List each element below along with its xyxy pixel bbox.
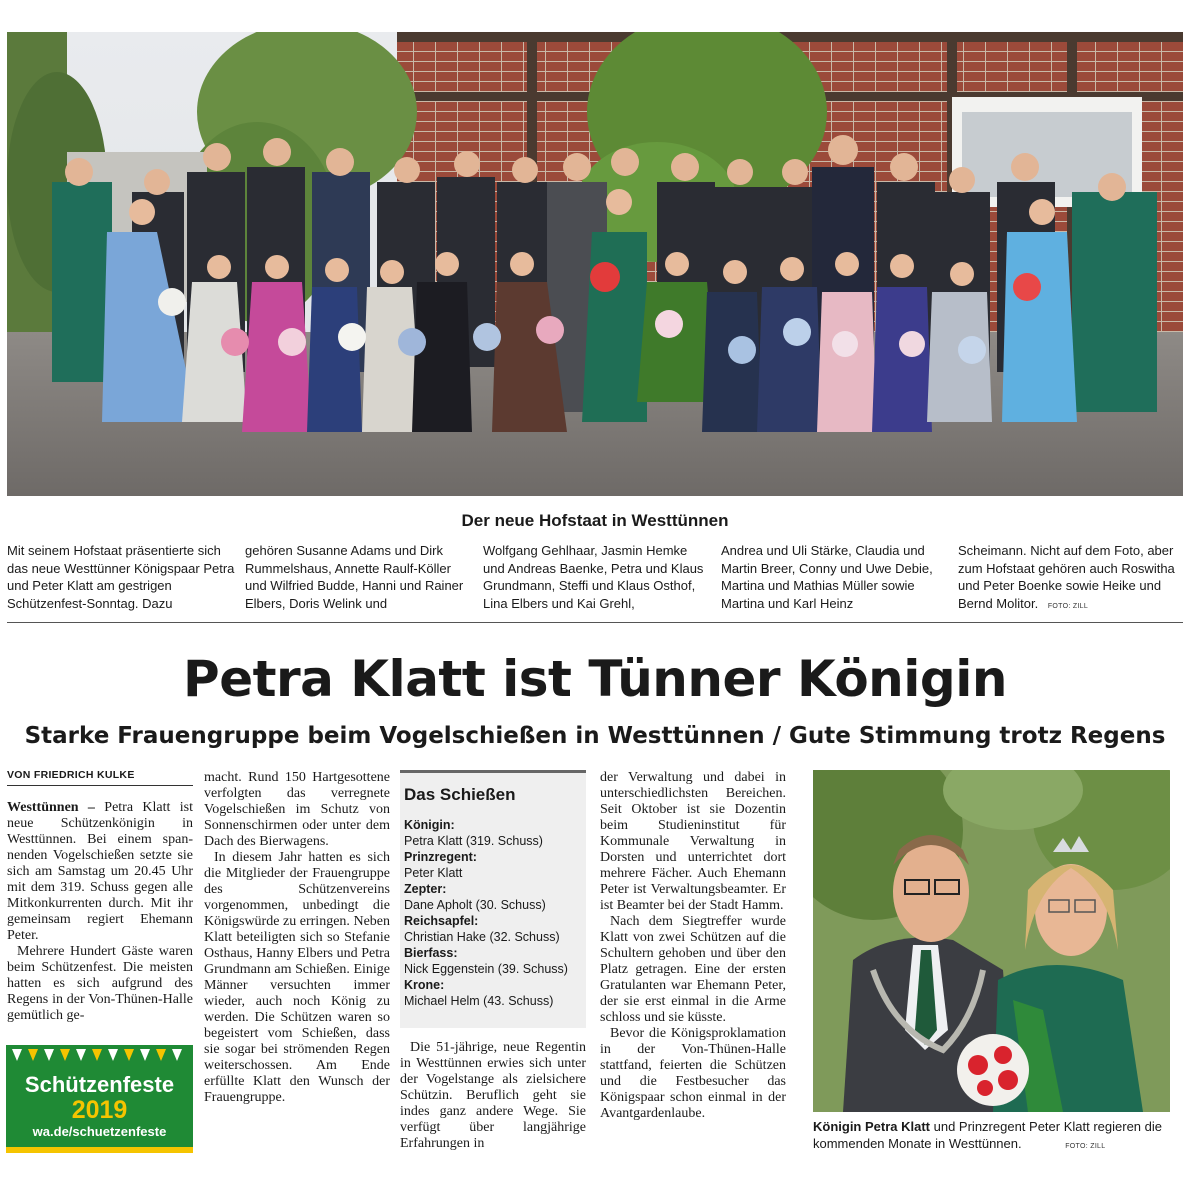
result-label: Prinzregent:	[404, 850, 477, 864]
result-entry	[404, 913, 582, 945]
paragraph: Bevor die Königsproklamation in der Von-Thünen-Halle stattfand, feierten die Schützen und die Festbesucher das Königspaar schon einmal in der Avantgardenlaube.	[600, 1026, 786, 1121]
shooting-results-box	[400, 770, 586, 1028]
royal-photo-credit: FOTO: ZILL	[1065, 1143, 1106, 1150]
badge-url[interactable]: wa.de/schuetzenfeste	[32, 1124, 167, 1139]
result-label: Krone:	[404, 978, 445, 992]
section-divider	[7, 622, 1183, 623]
photo-caption-col-1: Mit seinem Hofstaat präsentierte sich das neue Westtünner Königspaar Petra und Peter Klatt am gestrigen Schützenfest-Sonntag. Dazu	[7, 543, 235, 611]
result-entry	[404, 977, 582, 1009]
paragraph: der Verwaltung und dabei in unterschiedlichsten Bereichen. Seit Oktober ist sie Dozentin beim Studieninstitut für Kommunale Verwaltung in Dorsten und unterrichtet dort mehrere Fächer. Auch Ehemann Peter ist Verwaltungsbeamter. Er ist Beamter bei der Stadt Hamm.	[600, 770, 786, 913]
paragraph: In diesem Jahr hatten es sich die Mitglieder der Frauengruppe des Schützenvereins vorgenommen, unbedingt die Königswürde zu erringen. Neben Klatt beteiligten sich so Stefanie Osthaus, Hanny Elbers und Petra Grundmann am Schießen. Einige Männer versuchten immer wieder, auch noch König zu werden. Die Schützen waren so begeistert vom Schießen, dass sie sogar bei strömenden Regen weiterschossen. Am Ende erfüllte Klatt den Wunsch der Frauengruppe.	[204, 850, 390, 1105]
paragraph: macht. Rund 150 Hartgesottene verfolgten das verregnete Vogelschießen im Schutz von Sonnenschirmen oder unter dem Dach des Bierwagens.	[204, 770, 390, 849]
article-column-1	[7, 800, 193, 1024]
paragraph: Mehrere Hundert Gäste waren beim Schützenfest. Die meisten hatten es sich aufgrund des Regens in der Von-Thünen-Halle gemütlich ge-	[7, 944, 193, 1023]
photo-caption-col-2: gehören Susanne Adams und Dirk Rummelshaus, Annette Raulf-Köller und Wilfried Budde, Hanni und Rainer Elbers, Doris Welink und	[245, 543, 464, 611]
byline: VON FRIEDRICH KULKE	[7, 769, 193, 786]
result-label: Zepter:	[404, 882, 447, 896]
dateline: Westtünnen –	[7, 800, 95, 815]
caption-names: Königin Petra Klatt	[813, 1119, 931, 1134]
article-column-4	[600, 770, 786, 1122]
result-entry	[404, 817, 582, 849]
result-entry	[404, 849, 582, 881]
article-column-2	[204, 770, 390, 1106]
result-entry	[404, 945, 582, 977]
group-photo	[7, 32, 1183, 496]
photo-credit: FOTO: ZILL	[1047, 602, 1089, 610]
result-value: Nick Eggenstein (39. Schuss)	[404, 962, 568, 976]
badge-title: Schützenfeste	[24, 1072, 175, 1097]
result-value: Christian Hake (32. Schuss)	[404, 930, 560, 944]
result-label: Königin:	[404, 818, 455, 832]
photo-caption-col-4: Andrea und Uli Stärke, Claudia und Martin Breer, Conny und Uwe Debie, Martina und Mathias Müller sowie Martina und Karl Heinz	[721, 543, 933, 611]
schuetzenfeste-badge[interactable]	[6, 1045, 193, 1153]
royal-photo-caption	[813, 1118, 1173, 1155]
paragraph: Nach dem Siegtreffer wurde Klatt von zwei Schützen auf die Schultern gehoben und über den Platz getragen. Eine der ersten Gratulanten war Ehemann Peter, der sie erst einmal in die Arme schloss und sie küsste.	[600, 914, 786, 1025]
result-value: Michael Helm (43. Schuss)	[404, 994, 554, 1008]
result-label: Bierfass:	[404, 946, 458, 960]
article-column-3	[400, 1040, 586, 1152]
photo-caption-title: Der neue Hofstaat in Westtünnen	[461, 511, 729, 530]
result-value: Dane Apholt (30. Schuss)	[404, 898, 546, 912]
infobox-title: Das Schießen	[404, 785, 516, 804]
royal-couple-photo	[813, 770, 1170, 1112]
paragraph	[7, 800, 193, 944]
photo-caption-col-3: Wolfgang Gehlhaar, Jasmin Hemke und Andreas Baenke, Petra und Klaus Grundmann, Steffi und Klaus Osthof, Lina Elbers und Kai Grehl,	[483, 543, 704, 611]
badge-year: 2019	[71, 1096, 128, 1124]
result-value: Petra Klatt (319. Schuss)	[404, 834, 543, 848]
result-label: Reichsapfel:	[404, 914, 479, 928]
bunting-icon	[6, 1049, 193, 1066]
article-headline: Petra Klatt ist Tünner Königin	[183, 650, 1007, 708]
article-subheadline: Starke Frauengruppe beim Vogelschießen in Westtünnen / Gute Stimmung trotz Regens	[24, 723, 1166, 749]
caption-text: und Prinzregent Peter Klatt regieren die kommenden Monate in Westtünnen.	[813, 1119, 1162, 1151]
paragraph-text: Petra Klatt ist neue Schützenkönigin in Westtünnen. Bei einem spannenden Vogelschießen setzte sie sich am Samstag um 20.45 Uhr mit dem 319. Schuss gegen alle Mitkonkurrenten durch. Mit ihr gemeinsam regiert Ehemann Peter.	[7, 800, 193, 943]
paragraph: Die 51-jährige, neue Regentin in Westtünnen erwies sich unter der Vogelstange als zielsichere Schützin. Beruflich geht sie indes ganz andere Wege. Sie verfügt über langjährige Erfahrungen in	[400, 1040, 586, 1151]
result-entry	[404, 881, 582, 913]
result-value: Peter Klatt	[404, 866, 463, 880]
photo-caption-col-5	[958, 542, 1183, 615]
photo-caption-col-5-text: Scheimann. Nicht auf dem Foto, aber zum Hofstaat gehören auch Roswitha und Peter Boenke sowie Heike und Bernd Molitor.	[958, 543, 1175, 611]
